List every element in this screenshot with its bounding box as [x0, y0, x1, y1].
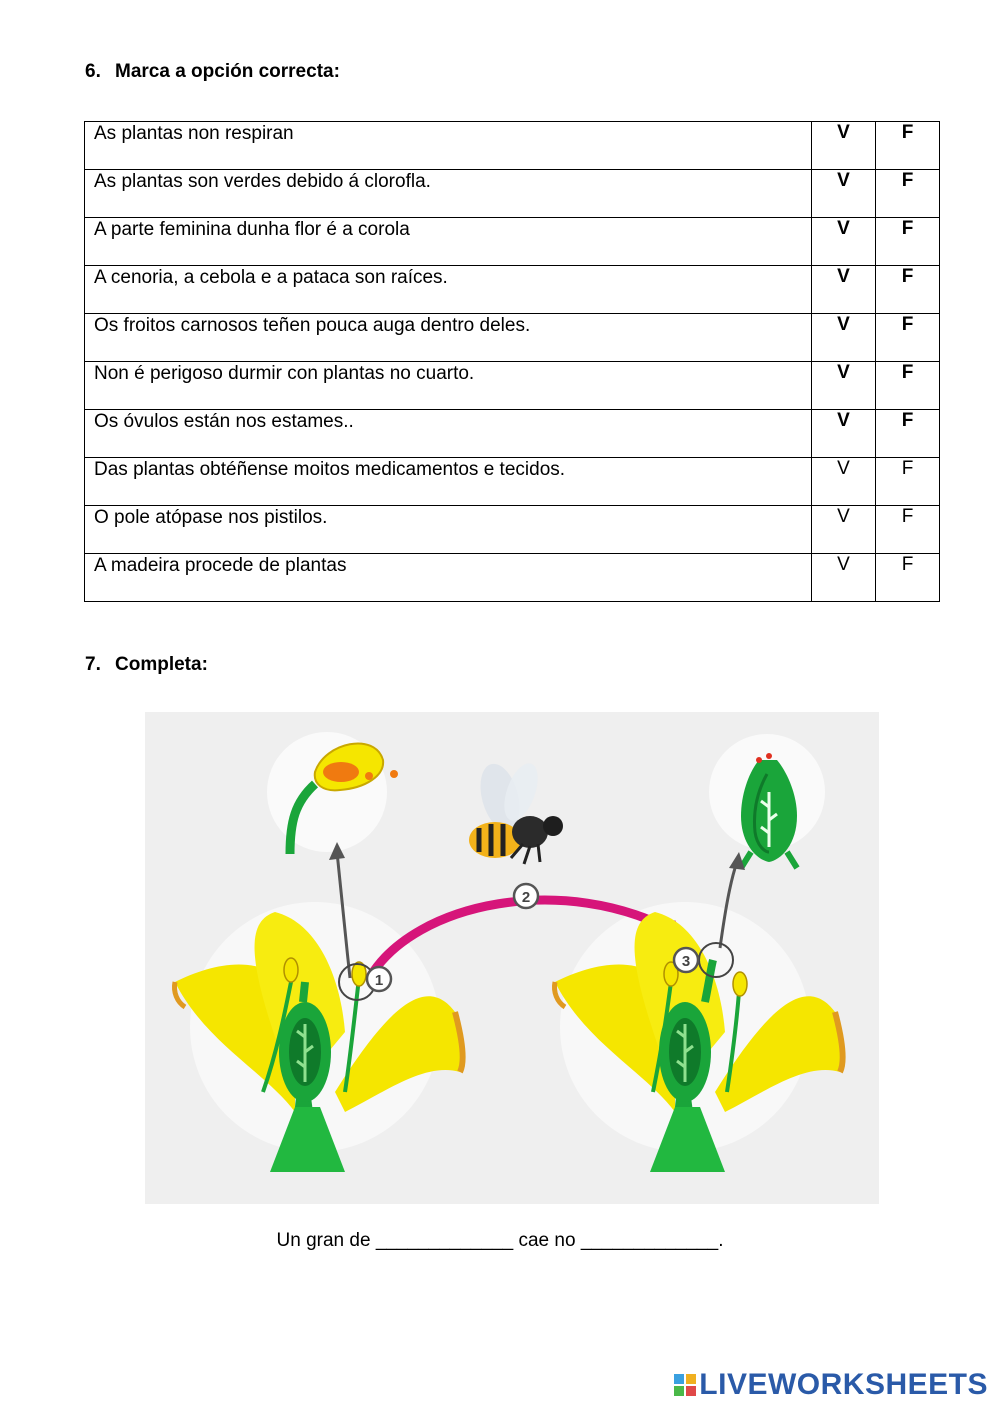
label-1	[367, 967, 391, 991]
true-option[interactable]: V	[837, 554, 850, 575]
section-7-number: 7.	[85, 654, 101, 675]
false-option-cell	[876, 314, 940, 362]
table-row	[85, 170, 940, 218]
label-2	[514, 884, 538, 908]
statement-cell: Non é perigoso durmir con plantas no cuarto.	[85, 362, 812, 410]
false-option[interactable]: F	[901, 554, 914, 575]
pollination-diagram	[145, 712, 879, 1204]
true-option-cell	[812, 122, 876, 170]
false-option[interactable]: F	[901, 410, 914, 431]
statement-cell: As plantas non respiran	[85, 122, 812, 170]
completion-blank-1[interactable]: _____________	[375, 1230, 514, 1251]
false-option-cell	[876, 218, 940, 266]
statement-cell: As plantas son verdes debido á clorofla.	[85, 170, 812, 218]
false-option-cell	[876, 554, 940, 602]
section-7-title: Completa:	[115, 654, 208, 675]
table-row	[85, 218, 940, 266]
false-option[interactable]: F	[901, 266, 914, 287]
false-option-cell	[876, 170, 940, 218]
true-option-cell	[812, 170, 876, 218]
true-option[interactable]: V	[837, 218, 850, 239]
table-row	[85, 410, 940, 458]
liveworksheets-logo	[674, 1368, 988, 1402]
statement-cell: O pole atópase nos pistilos.	[85, 506, 812, 554]
section-6-heading	[85, 61, 340, 83]
true-option[interactable]: V	[837, 314, 850, 335]
table-row	[85, 122, 940, 170]
false-option-cell	[876, 266, 940, 314]
true-option-cell	[812, 554, 876, 602]
table-row	[85, 554, 940, 602]
true-option[interactable]: V	[837, 410, 850, 431]
completion-sentence	[0, 1230, 1000, 1252]
section-6-title: Marca a opción correcta:	[115, 61, 340, 82]
false-option[interactable]: F	[901, 314, 914, 335]
true-false-table	[84, 121, 940, 602]
true-option[interactable]: V	[837, 458, 850, 479]
completion-part-1: Un gran de	[276, 1230, 371, 1251]
false-option[interactable]: F	[901, 218, 914, 239]
true-option-cell	[812, 314, 876, 362]
table-row	[85, 266, 940, 314]
completion-part-2: cae no	[518, 1230, 576, 1251]
table-row	[85, 314, 940, 362]
false-option[interactable]: F	[901, 170, 914, 191]
true-option-cell	[812, 362, 876, 410]
false-option[interactable]: F	[901, 122, 914, 143]
true-option[interactable]: V	[837, 170, 850, 191]
true-option[interactable]: V	[837, 122, 850, 143]
false-option-cell	[876, 506, 940, 554]
false-option-cell	[876, 458, 940, 506]
table-row	[85, 362, 940, 410]
false-option[interactable]: F	[901, 506, 914, 527]
true-option-cell	[812, 266, 876, 314]
label-3	[674, 948, 698, 972]
table-row	[85, 506, 940, 554]
statement-cell: A cenoria, a cebola e a pataca son raíces.	[85, 266, 812, 314]
true-option-cell	[812, 506, 876, 554]
true-option-cell	[812, 218, 876, 266]
statement-cell: Os froitos carnosos teñen pouca auga dentro deles.	[85, 314, 812, 362]
table-row	[85, 458, 940, 506]
section-7-heading	[85, 654, 208, 676]
false-option-cell	[876, 122, 940, 170]
true-option[interactable]: V	[837, 266, 850, 287]
true-option[interactable]: V	[837, 362, 850, 383]
true-option-cell	[812, 458, 876, 506]
true-option-cell	[812, 410, 876, 458]
bee-illustration	[469, 759, 563, 864]
liveworksheets-logo-icon	[674, 1374, 696, 1396]
false-option-cell	[876, 362, 940, 410]
completion-blank-2[interactable]: _____________	[580, 1230, 719, 1251]
statement-cell: A parte feminina dunha flor é a corola	[85, 218, 812, 266]
section-6-number: 6.	[85, 61, 101, 82]
svg-text:2: 2	[521, 889, 531, 906]
true-option[interactable]: V	[837, 506, 850, 527]
statement-cell: Os óvulos están nos estames..	[85, 410, 812, 458]
false-option[interactable]: F	[901, 362, 914, 383]
false-option[interactable]: F	[901, 458, 914, 479]
svg-text:1: 1	[374, 972, 384, 989]
svg-text:3: 3	[681, 953, 691, 970]
liveworksheets-wordmark: LIVEWORKSHEETS	[699, 1368, 988, 1401]
false-option-cell	[876, 410, 940, 458]
statement-cell: A madeira procede de plantas	[85, 554, 812, 602]
statement-cell: Das plantas obtéñense moitos medicamentos e tecidos.	[85, 458, 812, 506]
completion-end: .	[718, 1230, 724, 1251]
